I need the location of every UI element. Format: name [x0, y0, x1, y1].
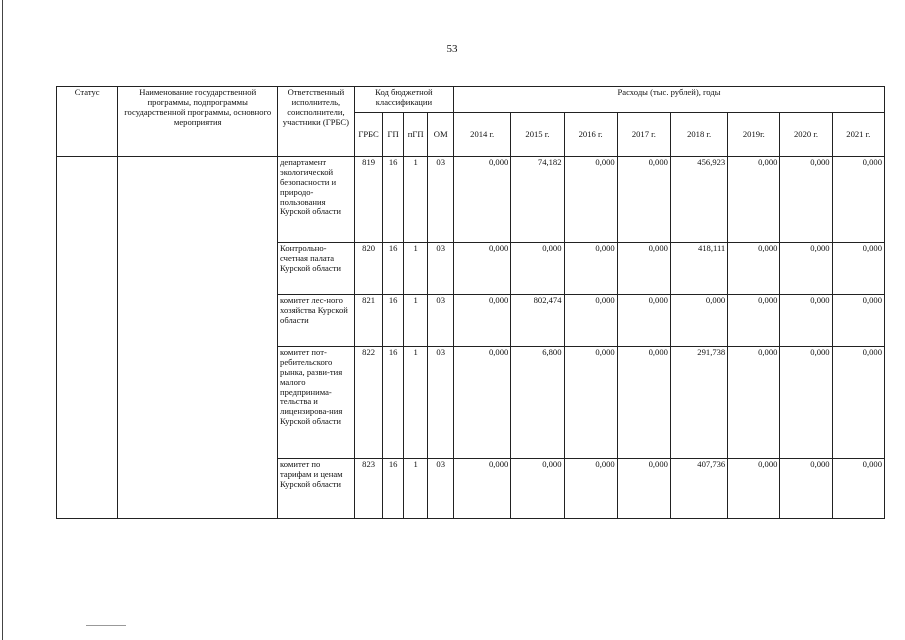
table-body — [57, 157, 885, 519]
expense-value-cell: 0,000 — [564, 157, 617, 243]
page-number: 53 — [446, 43, 458, 55]
expense-value-cell: 456,923 — [670, 157, 727, 243]
header-code-col: пГП — [403, 113, 428, 157]
gp-cell: 16 — [383, 243, 403, 295]
expense-value-cell: 0,000 — [780, 347, 832, 459]
expense-value-cell: 0,000 — [564, 243, 617, 295]
header-expenses: Расходы (тыс. рублей), годы — [454, 87, 885, 113]
expense-value-cell: 0,000 — [670, 295, 727, 347]
expense-value-cell: 0,000 — [780, 295, 832, 347]
expense-value-cell: 0,000 — [728, 157, 780, 243]
pgp-cell: 1 — [403, 459, 428, 519]
header-code-col: ОМ — [428, 113, 454, 157]
expense-value-cell: 291,738 — [670, 347, 727, 459]
expense-value-cell: 0,000 — [511, 459, 564, 519]
executor-cell: Контрольно-счетная палата Курской области — [278, 243, 355, 295]
program-name-cell — [118, 157, 278, 519]
header-year: 2016 г. — [564, 113, 617, 157]
pgp-cell: 1 — [403, 157, 428, 243]
header-year: 2017 г. — [617, 113, 670, 157]
footer-mark — [86, 625, 126, 626]
expense-value-cell: 0,000 — [728, 347, 780, 459]
grbs-cell: 819 — [354, 157, 383, 243]
om-cell: 03 — [428, 347, 454, 459]
expense-value-cell: 0,000 — [832, 243, 884, 295]
grbs-cell: 820 — [354, 243, 383, 295]
executor-cell: департамент экологической безопасности и природо-пользования Курской области — [278, 157, 355, 243]
expense-value-cell: 0,000 — [617, 459, 670, 519]
expense-value-cell: 6,800 — [511, 347, 564, 459]
gp-cell: 16 — [383, 459, 403, 519]
gp-cell: 16 — [383, 295, 403, 347]
expense-value-cell: 0,000 — [617, 243, 670, 295]
pgp-cell: 1 — [403, 243, 428, 295]
header-status: Статус — [57, 87, 118, 157]
expense-value-cell: 0,000 — [728, 459, 780, 519]
expense-value-cell: 0,000 — [511, 243, 564, 295]
expense-value-cell: 0,000 — [780, 459, 832, 519]
expense-value-cell: 0,000 — [832, 459, 884, 519]
expense-value-cell: 0,000 — [454, 459, 511, 519]
expense-value-cell: 0,000 — [728, 243, 780, 295]
expense-value-cell: 74,182 — [511, 157, 564, 243]
header-executor: Ответственный исполнитель, соисполнители, участники (ГРБС) — [278, 87, 355, 157]
executor-cell: комитет пот-ребительского рынка, разви-тия малого предпринима-тельства и лицензирова-ния Курской области — [278, 347, 355, 459]
grbs-cell: 823 — [354, 459, 383, 519]
header-year: 2015 г. — [511, 113, 564, 157]
executor-cell: комитет по тарифам и ценам Курской области — [278, 459, 355, 519]
budget-table — [56, 86, 885, 519]
header-year: 2019г. — [728, 113, 780, 157]
expense-value-cell: 0,000 — [728, 295, 780, 347]
expense-value-cell: 418,111 — [670, 243, 727, 295]
om-cell: 03 — [428, 459, 454, 519]
expense-value-cell: 0,000 — [780, 243, 832, 295]
header-year: 2020 г. — [780, 113, 832, 157]
expense-value-cell: 0,000 — [564, 295, 617, 347]
expense-value-cell: 0,000 — [454, 347, 511, 459]
header-code-col: ГРБС — [354, 113, 383, 157]
expense-value-cell: 0,000 — [454, 157, 511, 243]
header-code-col: ГП — [383, 113, 403, 157]
header-year: 2014 г. — [454, 113, 511, 157]
om-cell: 03 — [428, 157, 454, 243]
expense-value-cell: 0,000 — [617, 157, 670, 243]
expense-value-cell: 0,000 — [617, 295, 670, 347]
expense-value-cell: 0,000 — [832, 295, 884, 347]
expense-value-cell: 0,000 — [617, 347, 670, 459]
expense-value-cell: 0,000 — [832, 157, 884, 243]
gp-cell: 16 — [383, 347, 403, 459]
expense-value-cell: 0,000 — [780, 157, 832, 243]
expense-value-cell: 407,736 — [670, 459, 727, 519]
header-budget-code: Код бюджетной классификации — [354, 87, 453, 113]
pgp-cell: 1 — [403, 347, 428, 459]
header-year: 2021 г. — [832, 113, 884, 157]
expense-value-cell: 0,000 — [454, 243, 511, 295]
executor-cell: комитет лес-ного хозяйства Курской области — [278, 295, 355, 347]
scan-edge-line — [2, 0, 3, 640]
expense-value-cell: 802,474 — [511, 295, 564, 347]
pgp-cell: 1 — [403, 295, 428, 347]
expense-value-cell: 0,000 — [564, 347, 617, 459]
grbs-cell: 822 — [354, 347, 383, 459]
expense-value-cell: 0,000 — [454, 295, 511, 347]
expense-value-cell: 0,000 — [832, 347, 884, 459]
header-program-name: Наименование государственной программы, подпрограммы государственной программы, основного мероприятия — [118, 87, 278, 157]
expense-value-cell: 0,000 — [564, 459, 617, 519]
grbs-cell: 821 — [354, 295, 383, 347]
om-cell: 03 — [428, 243, 454, 295]
table-row — [57, 157, 885, 243]
om-cell: 03 — [428, 295, 454, 347]
gp-cell: 16 — [383, 157, 403, 243]
status-cell — [57, 157, 118, 519]
header-year: 2018 г. — [670, 113, 727, 157]
